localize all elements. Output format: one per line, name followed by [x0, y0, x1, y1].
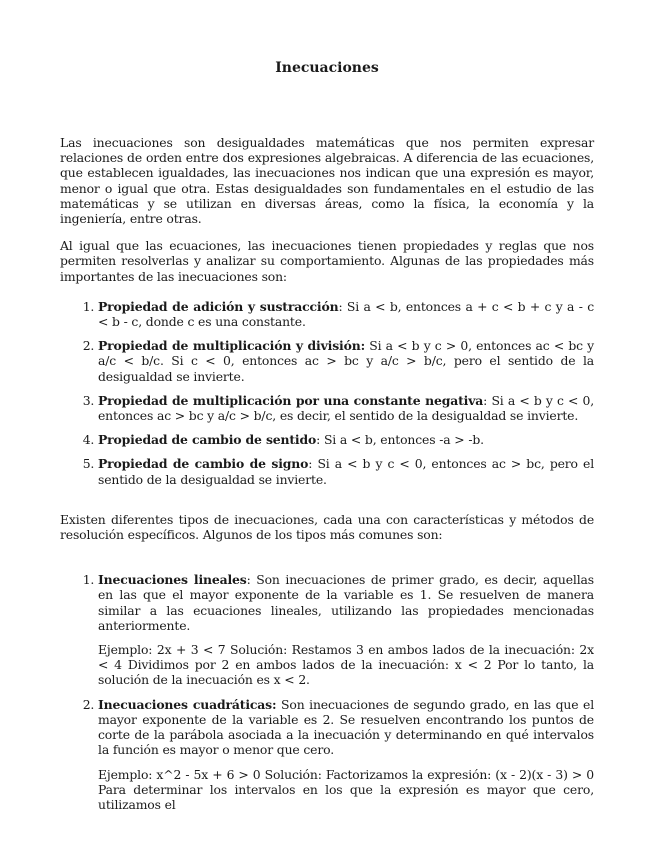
type-text: Son inecuaciones de segundo grado, en las que el mayor exponente de la variable es 2. Se resuelven encontrando los puntos de corte de la parábola asociada a la inecuación y determinando en qué intervalos la función es mayor o menor que cero.: [98, 696, 595, 758]
property-name: Propiedad de cambio de signo: [98, 456, 309, 472]
list-item: [98, 393, 594, 423]
document-page: [60, 58, 594, 821]
property-text: Si a < b y c > 0, entonces ac < bc y a/c < b/c. Si c < 0, entonces ac > bc y a/c > b/c, pero el sentido de la desigualdad se invierte.: [98, 338, 594, 384]
type-name: Inecuaciones cuadráticas:: [98, 696, 277, 712]
list-item: [98, 456, 594, 486]
property-text: : Si a < b y c < 0, entonces ac > bc y a/c > b/c, es decir, el sentido de la desigualdad se invierte.: [98, 392, 594, 424]
property-name: Propiedad de adición y sustracción: [98, 298, 339, 314]
type-example: Ejemplo: 2x + 3 < 7 Solución: Restamos 3 en ambos lados de la inecuación: 2x < 4 Dividimos por 2 en ambos lados de la inecuación: x < 2 Por lo tanto, la solución de la inecuación es x < 2.: [98, 642, 594, 688]
property-name: Propiedad de multiplicación y división:: [98, 338, 365, 354]
list-item: [98, 572, 594, 687]
type-text: : Son inecuaciones de primer grado, es decir, aquellas en las que el mayor exponente de la variable es 1. Se resuelven de manera similar a las ecuaciones lineales, utilizando las propiedades mencionadas anteriormente.: [98, 572, 595, 633]
types-list: [60, 572, 594, 812]
property-text: : Si a < b, entonces -a > -b.: [316, 432, 484, 448]
intro-paragraph-2: Al igual que las ecuaciones, las inecuaciones tienen propiedades y reglas que nos permiten resolverlas y analizar su comportamiento. Algunas de las propiedades más importantes de las inecuaciones son:: [60, 238, 594, 284]
list-item: [98, 697, 594, 812]
property-name: Propiedad de multiplicación por una constante negativa: [98, 392, 484, 408]
list-item: [98, 299, 594, 329]
list-item: [98, 338, 594, 384]
properties-list: [60, 299, 594, 487]
list-item: [98, 432, 594, 447]
page-title: Inecuaciones: [275, 60, 379, 76]
property-name: Propiedad de cambio de sentido: [98, 432, 317, 448]
type-example: Ejemplo: x^2 - 5x + 6 > 0 Solución: Factorizamos la expresión: (x - 2)(x - 3) > 0 Para determinar los intervalos en los que la expresión es mayor que cero, utilizamos el: [98, 766, 594, 812]
property-text: : Si a < b y c < 0, entonces ac > bc, pero el sentido de la desigualdad se invierte.: [98, 456, 595, 487]
types-intro-paragraph: Existen diferentes tipos de inecuaciones, cada una con características y métodos de resolución específicos. Algunos de los tipos más comunes son:: [60, 511, 594, 543]
property-text: : Si a < b, entonces a + c < b + c y a - c < b - c, donde c es una constante.: [98, 298, 594, 330]
intro-paragraph-1: Las inecuaciones son desigualdades matemáticas que nos permiten expresar relaciones de orden entre dos expresiones algebraicas. A diferencia de las ecuaciones, que establecen igualdades, las inecuaciones nos indican que una expresión es mayor, menor o igual que otra. Estas desigualdades son fundamentales en el estudio de las matemáticas y se utilizan en diversas áreas, como la física, la economía y la ingeniería, entre otras.: [60, 135, 594, 227]
type-name: Inecuaciones lineales: [98, 572, 247, 588]
